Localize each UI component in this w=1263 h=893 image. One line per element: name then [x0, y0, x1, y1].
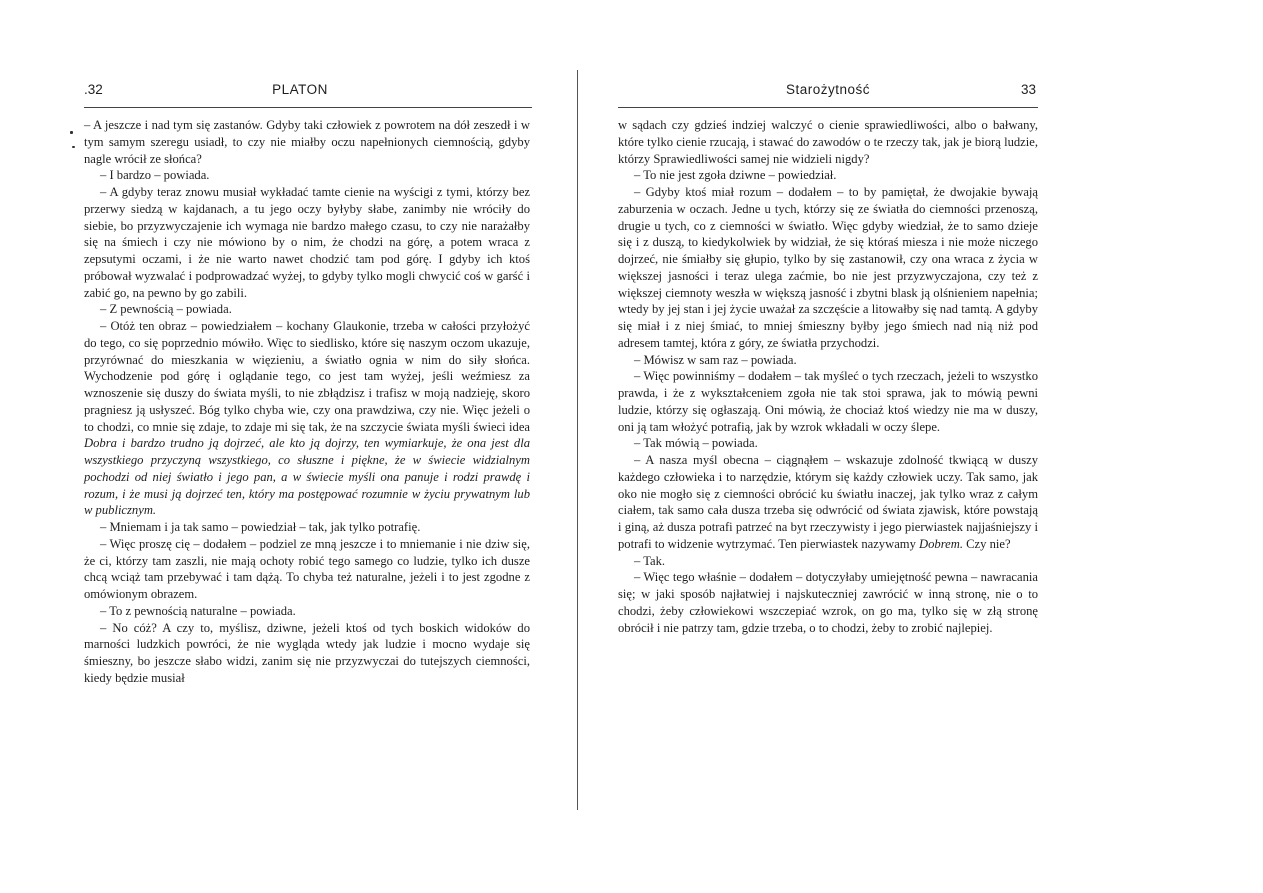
paragraph: [618, 368, 1038, 435]
paragraph-text: – Gdyby ktoś miał rozum – dodałem – to by pamiętał, że dwojakie bywają zaburzenia w oczach. Jedne u tych, którzy się ze światła do ciemności przenoszą, drugie u tych, co z ciemności w światło. Więc gdyby wiedział, że to samo dzieje się i z duszą, to kiedykolwiek by widział, że się któraś miesza i nie może niczego dojrzeć, nie śmiałby się głupio, tylko by się zastanowił, czy ona wraca z życia w większej jasności i teraz ulega zaćmie, bo nie jest przyzwyczajona, czy też z większej ciemnoty weszła w większą jasność i zbytni blask ją olśnieniem napełnia; wtedy by jej stan i jej życie uważał za szczęście a litowałby się nad tamtą. A gdyby się miał i z niej śmiać, to mniej śmieszny byłby jego śmiech nad nią niż pod adresem tamtej, która z góry, ze światła przychodzi.: [618, 185, 1038, 350]
scan-speck: [70, 131, 73, 134]
paragraph-text: – Mówisz w sam raz – powiada.: [634, 352, 797, 367]
paragraph-text: Czy nie?: [963, 536, 1011, 551]
paragraph-text: – Tak.: [634, 553, 666, 568]
left-header-rule: [84, 107, 532, 108]
paragraph: [84, 536, 530, 603]
paragraph-text: – I bardzo – powiada.: [100, 168, 210, 183]
paragraph: [84, 301, 530, 318]
paragraph-text: – A jeszcze i nad tym się zastanów. Gdyby taki człowiek z powrotem na dół zeszedł i w tym samym szeregu usiadł, to czy nie miałby oczu napełnionych ciemnością, gdyby nagle wrócił ze słońca?: [84, 118, 530, 166]
right-page-body: [618, 117, 1038, 636]
paragraph: [84, 117, 530, 167]
book-spine-line: [577, 70, 578, 810]
paragraph: [84, 184, 530, 301]
left-page-body: [84, 117, 530, 687]
left-page-number: .32: [84, 82, 103, 97]
paragraph-text: – Mniemam i ja tak samo – powiedział – tak, jak tylko potrafię.: [100, 520, 421, 534]
paragraph: [618, 167, 1038, 184]
right-header-rule: [618, 107, 1038, 108]
paragraph-text: – No cóż? A czy to, myślisz, dziwne, jeżeli ktoś od tych boskich widoków do marności ludzkich powróci, że nie wygląda wtedy jak ludzie i mocno wydaje się śmieszny, bo jeszcze słabo widzi, zanim się nie przyzwyczai do tutejszych ciemności, kiedy będzie musiał: [84, 620, 530, 685]
paragraph: [618, 352, 1038, 369]
right-page-header: [618, 82, 1038, 102]
italic-text: Dobrem.: [919, 536, 963, 551]
paragraph-text: – A nasza myśl obecna – ciągnąłem – wskazuje zdolność tkwiącą w duszy każdego człowieka i to narzędzie, którym się każdy człowiek uczy. Tak samo, jak oko nie mogło się z ciemności obrócić ku światłu inaczej, jak tylko wraz z całym ciałem, tak samo cała dusza trzeba się odwrócić od świata zjawisk, które powstają i giną, aż dusza potrafi patrzeć na byt rzeczywisty i jego pierwiastek najjaśniejszy i potrafi to widzenie wytrzymać. Ten pierwiastek nazywamy: [618, 453, 1038, 551]
paragraph: [84, 318, 530, 519]
paragraph-text: – To nie jest zgoła dziwne – powiedział.: [634, 168, 837, 183]
italic-text: Dobra i bardzo trudno ją dojrzeć, ale kto ją dojrzy, ten wymiarkuje, że ona jest dla wszystkiego przyczyną wszystkiego, co słuszne i piękne, że w świecie widzialnym pochodzi od niej światło i jego pan, a w świecie myśli ona panuje i rodzi prawdę i rozum, i że musi ją dojrzeć ten, który ma postępować rozumnie w życiu prywatnym lub w publicznym.: [84, 436, 530, 518]
scan-speck: [72, 146, 75, 148]
paragraph: [618, 117, 1038, 167]
right-page-number: 33: [1020, 82, 1036, 97]
paragraph-text: – To z pewnością naturalne – powiada.: [100, 603, 296, 618]
paragraph: [618, 435, 1038, 452]
paragraph-text: – Tak mówią – powiada.: [634, 436, 758, 451]
paragraph-text: – Otóż ten obraz – powiedziałem – kochany Glaukonie, trzeba w całości przyłożyć do tego, co się poprzednio mówiło. Więc to siedlisko, które się naszym oczom ukazuje, przyrównać do mieszkania w więzieniu, a światło ognia w nim do siły słońca. Wychodzenie pod górę i oglądanie tego, co jest tam wyżej, jeśli weźmiesz za wznoszenie się duszy do świata myśli, to nie zbłądzisz i trafisz w moją nadzieję, skoro pragniesz ją usłyszeć. Bóg tylko chyba wie, czy ona prawdziwa, czy nie. Więc jeżeli o to chodzi, co mnie się zdaje, to zdaje mi się tak, że na szczycie świata myśli świeci idea: [84, 319, 530, 434]
paragraph: [84, 603, 530, 620]
paragraph-text: – Z pewnością – powiada.: [100, 302, 232, 317]
paragraph: [618, 569, 1038, 636]
right-running-head: Starożytność: [785, 82, 871, 97]
paragraph: [618, 452, 1038, 553]
left-running-head: PLATON: [272, 82, 328, 97]
paragraph-text: w sądach czy gdzieś indziej walczyć o cienie sprawiedliwości, albo o bałwany, które tylko cienie rzucają, i stawać do zawodów o te rzeczy tak, jak je biorą ludzie, którzy Sprawiedliwości samej nie widzieli nigdy?: [618, 118, 1038, 166]
paragraph-text: – Więc powinniśmy – dodałem – tak myśleć o tych rzeczach, jeżeli to wszystko prawda, i że z wykształceniem zgoła nie tak stoi sprawa, jak to mówią pewni ludzie, którzy się ogłaszają. Oni mówią, że chociaż ktoś wiedzy nie ma w duszy, oni ją tam włożyć potrafią, jak by wzrok wkładali w oczy ślepe.: [618, 369, 1038, 434]
paragraph: [84, 620, 530, 687]
left-page-header: [70, 82, 530, 102]
paragraph-text: – Więc proszę cię – dodałem – podziel ze mną jeszcze i to mniemanie i nie dziw się, że ci, którzy tam zaszli, nie mają ochoty robić tego samego co ludzie, tylko ich dusze chcą wciąż tam przebywać i tam dążą. To chyba też naturalne, jeżeli i to jest zgodne z omówionym obrazem.: [84, 536, 530, 601]
paragraph-text: – Więc tego właśnie – dodałem – dotyczyłaby umiejętność pewna – nawracania się; w jaki sposób najłatwiej i najskuteczniej zawrócić w inną stronę, nie o to chodzi, żeby człowiekowi wszczepiać wzrok, on go ma, tylko się w złą stronę obrócił i nie patrzy tam, gdzie trzeba, o to chodzi, żeby to zrobić najlepiej.: [618, 570, 1038, 635]
paragraph: [84, 167, 530, 184]
paragraph: [618, 184, 1038, 352]
paragraph-text: – A gdyby teraz znowu musiał wykładać tamte cienie na wyścigi z tymi, którzy bez przerwy siedzą w kajdanach, a tu jego oczy byłyby słabe, zanimby nie wróciły do siebie, bo przyzwyczajenie ich wymaga nie bardzo małego czasu, to czy nie narażałby się na śmiech i czy nie mówiono by o nim, że chodzi na górę, a potem wraca z zepsutymi oczami, i że nie warto nawet chodzić tam pod górę. I gdyby ich ktoś próbował wyzwalać i podprowadzać wyżej, to gdyby tylko mogli chwycić coś w garść i zabić go, na pewno by go zabili.: [84, 185, 530, 300]
paragraph: [618, 553, 1038, 570]
paragraph: [84, 519, 530, 536]
